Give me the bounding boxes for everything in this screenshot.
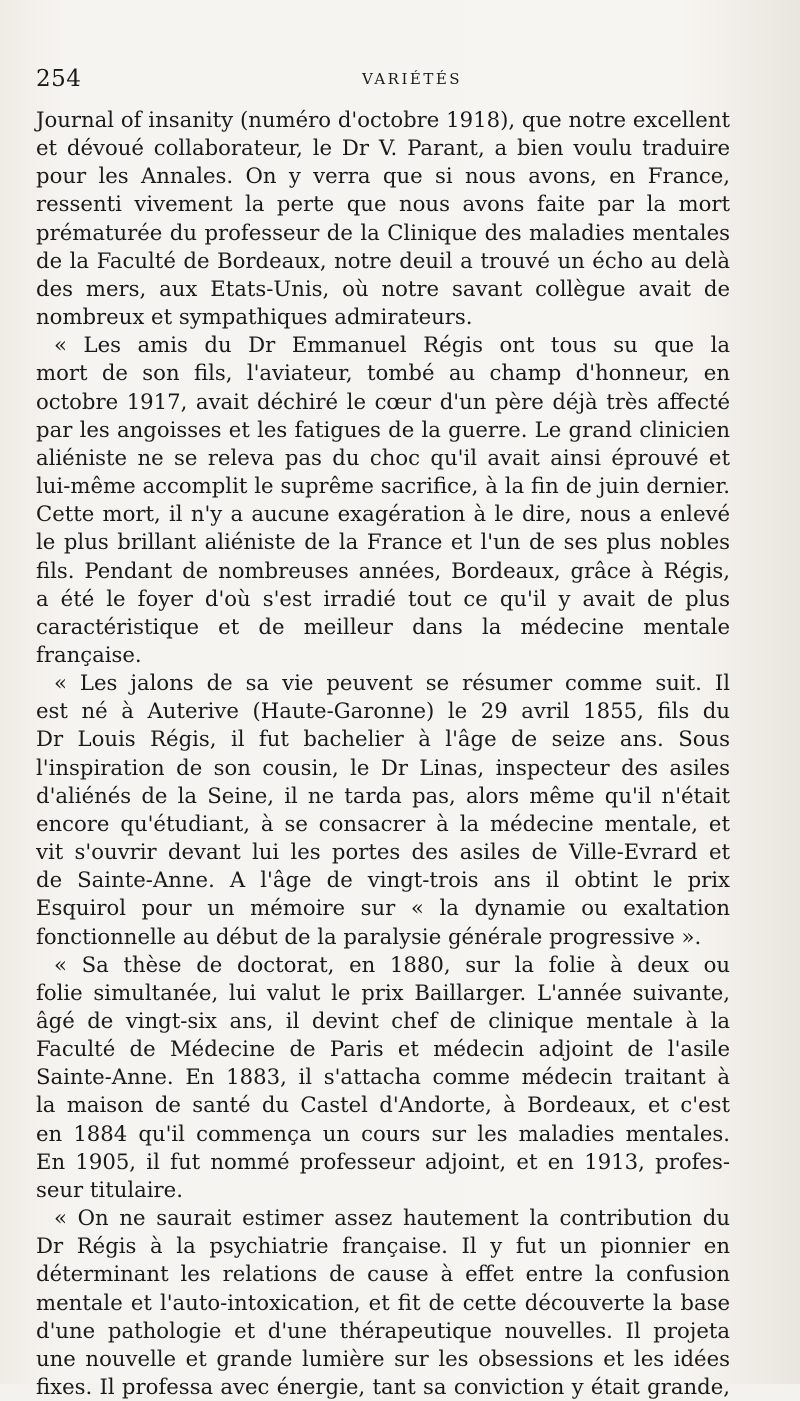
text-line: et dévoué collaborateur, le Dr V. Parant, a bien voulu traduire [36,135,730,161]
text-line: « Sa thèse de doctorat, en 1880, sur la folie à deux ou [54,951,730,977]
text-line: nombreux et sympathiques admirateurs. [36,304,473,330]
text-line: vit s'ouvrir devant lui les portes des asiles de Ville-Evrard et [36,839,730,865]
text-line: mentale et l'auto-intoxication, et fit de cette découverte la base [36,1289,730,1315]
text-line: Esquirol pour un mémoire sur « la dynamie ou exaltation [36,895,730,921]
text-line: pour les Annales. On y verra que si nous avons, en France, [36,163,730,189]
body-text [36,106,730,1401]
text-line: des mers, aux Etats-Unis, où notre savant collègue avait de [36,275,730,301]
text-line: folie simultanée, lui valut le prix Baillarger. L'année suivante, [36,979,730,1005]
text-line: « On ne saurait estimer assez hautement la contribution du [54,1205,730,1231]
text-line: Dr Louis Régis, il fut bachelier à l'âge de seize ans. Sous [36,726,730,752]
text-line: en 1884 qu'il commença un cours sur les maladies mentales. [36,1120,730,1146]
running-head [36,66,730,106]
text-line: Sainte-Anne. En 1883, il s'attacha comme médecin traitant à [36,1064,730,1090]
text-line: En 1905, il fut nommé professeur adjoint, et en 1913, profes- [36,1148,730,1174]
text-line: aliéniste ne se releva pas du choc qu'il avait ainsi éprouvé et [36,444,730,470]
text-line: fils. Pendant de nombreuses années, Bordeaux, grâce à Régis, [36,557,730,583]
text-line: encore qu'étudiant, à se consacrer à la médecine mentale, et [36,810,730,836]
text-line: prématurée du professeur de la Clinique des maladies mentales [36,219,730,245]
text-line: fixes. Il professa avec énergie, tant sa conviction y était grande, [36,1374,730,1400]
text-line: seur titulaire. [36,1176,183,1202]
text-line: est né à Auterive (Haute-Garonne) le 29 avril 1855, fils du [36,698,730,724]
text-line: Journal of insanity (numéro d'octobre 1918), que notre excellent [36,107,730,132]
text-line: par les angoisses et les fatigues de la guerre. Le grand clinicien [36,416,730,442]
text-line: de la Faculté de Bordeaux, notre deuil a trouvé un écho au delà [36,247,730,273]
text-line: française. [36,641,142,667]
text-line: caractéristique et de meilleur dans la médecine mentale [36,613,730,639]
text-line: mort de son fils, l'aviateur, tombé au champ d'honneur, en [36,360,730,386]
text-line: « Les jalons de sa vie peuvent se résumer comme suit. Il [54,670,730,696]
text-line: a été le foyer d'où s'est irradié tout ce qu'il y avait de plus [36,585,730,611]
text-line: d'aliénés de la Seine, il ne tarda pas, alors même qu'il n'était [36,782,730,808]
text-line: d'une pathologie et d'une thérapeutique nouvelles. Il projeta [36,1317,730,1343]
text-line: une nouvelle et grande lumière sur les obsessions et les idées [36,1345,730,1371]
text-line: ressenti vivement la perte que nous avons faite par la mort [36,191,730,217]
text-line: déterminant les relations de cause à effet entre la confusion [36,1261,730,1287]
section-title: VARIÉTÉS [362,70,463,88]
text-line: la maison de santé du Castel d'Andorte, à Bordeaux, et c'est [36,1092,730,1118]
text-line: octobre 1917, avait déchiré le cœur d'un père déjà très affecté [36,388,730,414]
text-line: Dr Régis à la psychiatrie française. Il y fut un pionnier en [36,1233,730,1259]
text-line: lui-même accomplit le suprême sacrifice, à la fin de juin dernier. [36,473,730,499]
text-line: âgé de vingt-six ans, il devint chef de clinique mentale à la [36,1008,730,1033]
text-line: de Sainte-Anne. A l'âge de vingt-trois ans il obtint le prix [36,867,730,893]
text-line: fonctionnelle au début de la paralysie générale progressive ». [36,923,702,949]
text-line: Faculté de Médecine de Paris et médecin adjoint de l'asile [36,1036,730,1062]
text-line: Cette mort, il n'y a aucune exagération à le dire, nous a enlevé [36,501,730,527]
page-number: 254 [36,66,82,92]
text-line: « Les amis du Dr Emmanuel Régis ont tous su que la [54,332,730,358]
text-line: l'inspiration de son cousin, le Dr Linas, inspecteur des asiles [36,754,730,780]
text-line: le plus brillant aliéniste de la France et l'un de ses plus nobles [36,529,730,555]
